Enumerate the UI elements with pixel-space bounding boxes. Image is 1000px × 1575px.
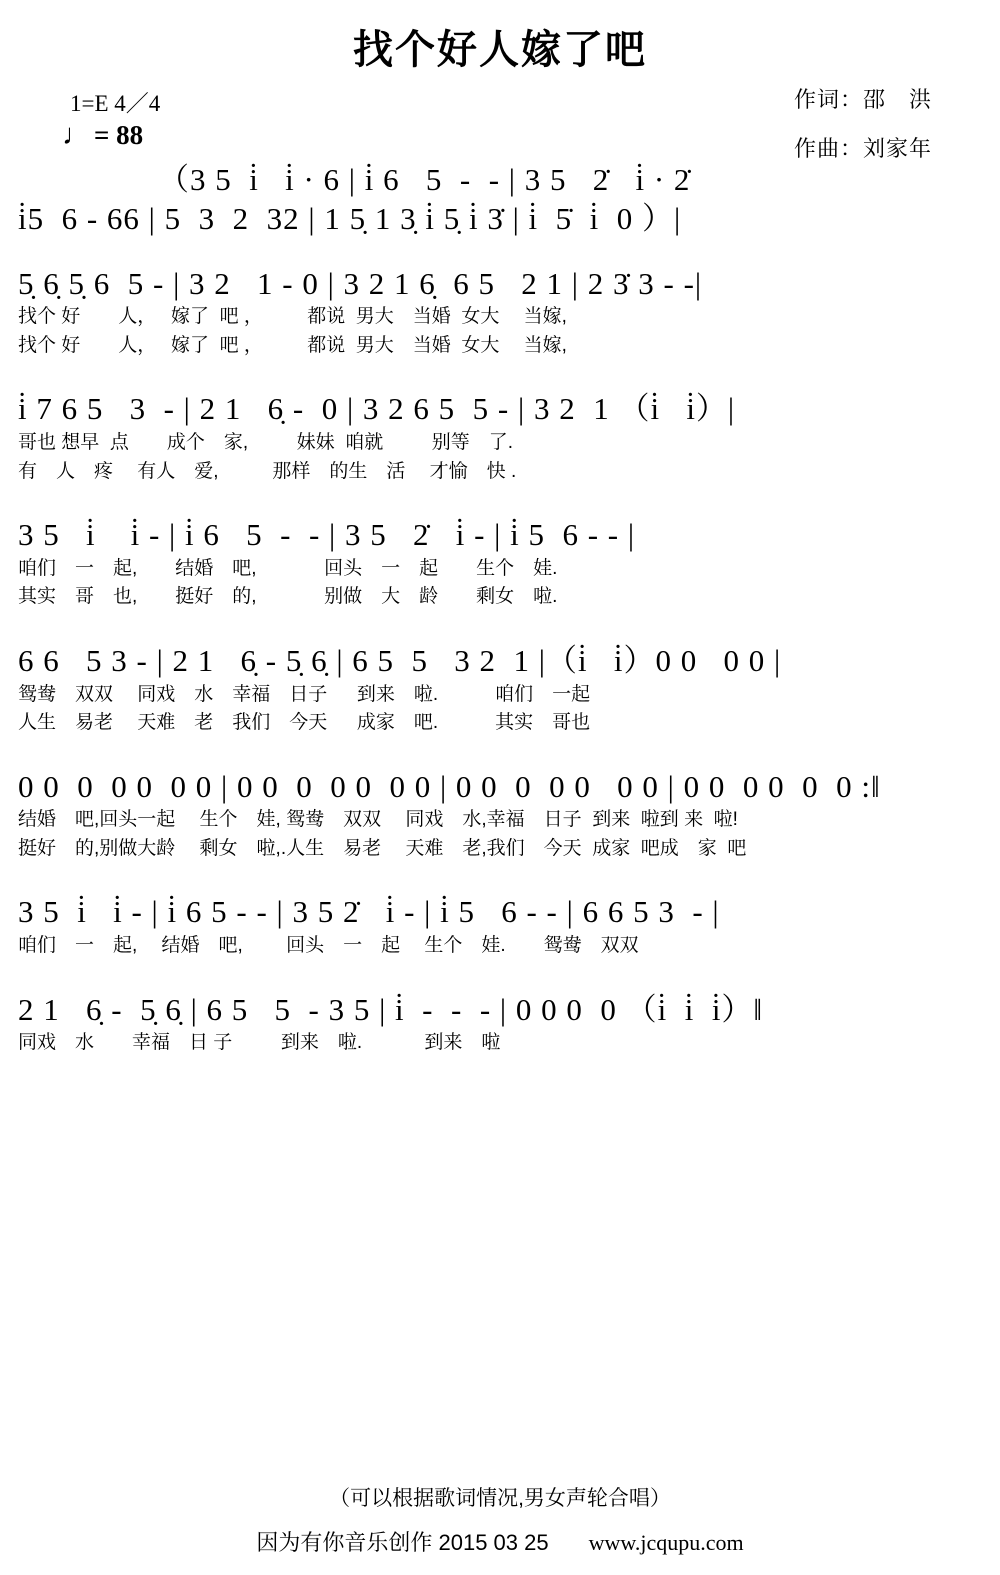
notation-row: i̇ 7 6 5 3 - | 2 1 6̣ - 0 | 3 2 6 5 5 - | 3 2 1 （i̇ i̇）| bbox=[18, 391, 736, 427]
lyric-row-verse1: 同戏 水 幸福 日 子 到来 啦. 到来 啦 bbox=[18, 1032, 501, 1054]
notation-row: （3 5 i̇ i̇ · 6 | i̇ 6 5 - - | 3 5 2̇ i̇ · 2̇ bbox=[158, 162, 691, 197]
lyric-row-verse2: 找个 好 人， 嫁了 吧 ， 都说 男大 当婚 女大 当嫁, bbox=[18, 334, 567, 356]
notation-row: 3 5 i̇ i̇ - | i̇ 6 5 - - | 3 5 2̇ i̇ - | i̇ 5 6 - - | bbox=[18, 517, 636, 552]
lyric-row-verse2: 挺好 的,别做大龄 剩女 啦,.人生 易老 天难 老,我们 今天 成家 吧成 家 吧 bbox=[18, 837, 747, 859]
music-system-3 bbox=[18, 516, 982, 612]
lyric-row-verse1: 咱们 一 起, 结婚 吧, 回头 一 起 生个 娃. 鸳鸯 双双 bbox=[18, 935, 639, 956]
notation-row: 5̣ 6̣ 5̣ 6 5 - | 3 2 1 - 0 | 3 2 1 6̣ 6 5 2 1 | 2 3̇ 3 - -| bbox=[18, 265, 703, 301]
lyricist-credit: 作词：邵 洪 bbox=[793, 87, 932, 112]
score-metadata bbox=[0, 75, 1000, 161]
page-footer bbox=[0, 1482, 1000, 1557]
lyric-row-verse1: 哥也 想早 点 成个 家, 妹妹 咱就 别等 了. bbox=[18, 432, 514, 453]
website-url: www.jcqupu.com bbox=[588, 1530, 744, 1555]
music-system-4 bbox=[18, 642, 982, 738]
music-system-7 bbox=[18, 991, 982, 1058]
music-system-6 bbox=[18, 893, 982, 960]
footer-credit bbox=[0, 1526, 1000, 1557]
tempo-value: = 88 bbox=[94, 120, 144, 150]
lyric-row-verse2: 人生 易老 天难 老 我们 今天 成家 吧. 其实 哥也 bbox=[18, 712, 591, 733]
notation-row: 2 1 6̣ - 5̣ 6̣ | 6 5 5 - 3 5 | i̇ - - - | 0 0 0 0 （i̇ i̇ i̇）‖ bbox=[18, 991, 764, 1027]
quarter-note-icon: ♩ bbox=[62, 119, 91, 151]
lyric-row-verse1: 找个 好 人， 嫁了 吧 ， 都说 男大 当婚 女大 当嫁, bbox=[18, 306, 567, 328]
production-credit: 因为有你音乐创作 2015 03 25 bbox=[256, 1530, 549, 1555]
lyric-row-verse1: 鸳鸯 双双 同戏 水 幸福 日子 到来 啦. 咱们 一起 bbox=[18, 683, 591, 705]
notation-row: 3 5 i̇ i̇ - | i̇ 6 5 - - | 3 5 2̇ i̇ - | i̇ 5 6 - - | 6 6 5 3 - | bbox=[18, 894, 720, 930]
lyric-row-verse1: 结婚 吧,回头一起 生个 娃, 鸳鸯 双双 同戏 水,幸福 日子 到来 啦到 来 啦! bbox=[18, 809, 738, 831]
music-system-5 bbox=[18, 768, 982, 864]
composer-credit: 作曲：刘家年 bbox=[793, 136, 932, 161]
music-system-2 bbox=[18, 390, 982, 486]
notation-row: 0 0 0 0 0 0 0 | 0 0 0 0 0 0 0 | 0 0 0 0 0 0 0 | 0 0 0 0 0 0 :‖ bbox=[18, 768, 881, 804]
tempo-marking bbox=[62, 119, 143, 152]
notation-row: 6 6 5 3 - | 2 1 6̣ - 5̣ 6̣ | 6 5 5 3 2 1 |（i̇ i̇）0 0 0 0 | bbox=[18, 642, 782, 678]
lyric-row-verse1: 咱们 一 起, 结婚 吧, 回头 一 起 生个 娃. bbox=[18, 557, 558, 579]
key-signature: 1=E 4／4 bbox=[70, 91, 161, 116]
music-system-1 bbox=[18, 265, 982, 361]
notation-row: i̇5 6 - 66 | 5 3 2 32 | 1 5̣ 1 3̣ i̇ 5̣ i̇ 3̇ | i̇ 5̇ i̇ 0 ）| bbox=[18, 200, 682, 236]
lyric-row-verse2: 其实 哥 也, 挺好 的, 别做 大 龄 剩女 啦. bbox=[18, 586, 558, 608]
intro-system bbox=[18, 161, 982, 239]
page-title: 找个好人嫁了吧 bbox=[353, 28, 647, 72]
lyric-row-verse2: 有 人 疼 有人 爱, 那样 的生 活 才愉 快 . bbox=[18, 460, 517, 482]
performance-note: （可以根据歌词情况,男女声轮合唱） bbox=[329, 1487, 671, 1510]
